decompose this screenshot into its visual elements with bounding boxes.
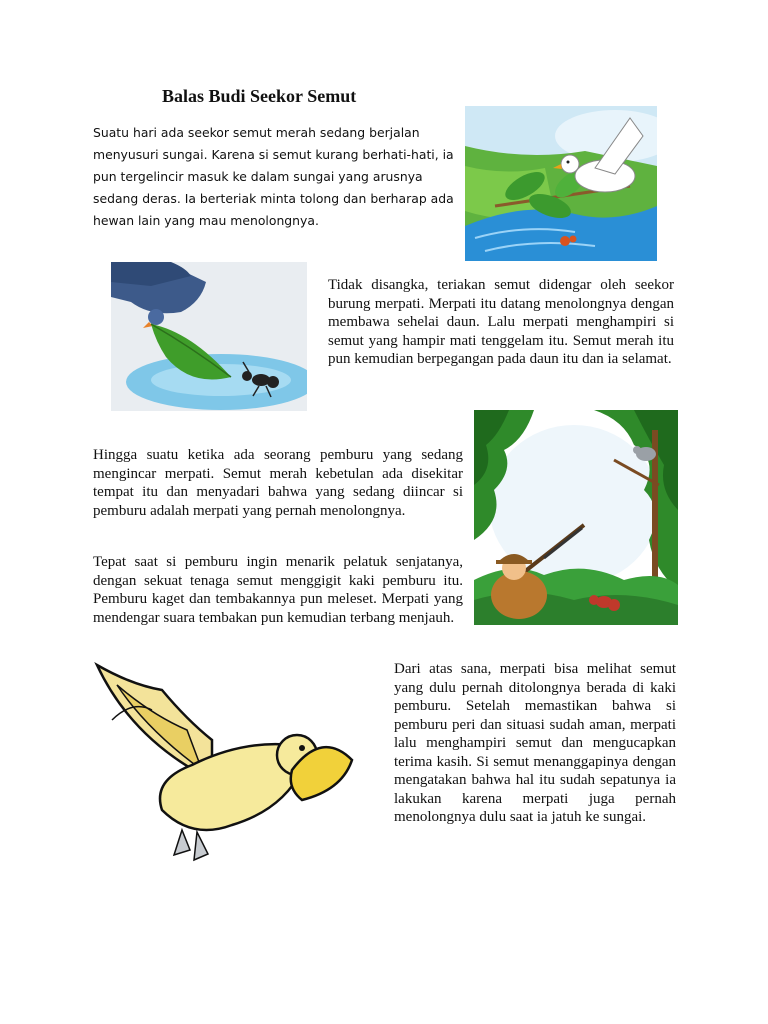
paragraph-3: Hingga suatu ketika ada seorang pemburu yang sedang mengincar merpati. Semut merah kebetulan ada disekitar tempat itu dan menyadari bahwa yang sedang diincar si pemburu adalah merpati yang pernah menolongnya. (93, 447, 463, 519)
hunter-forest-illustration (474, 410, 678, 625)
paragraph-5: Dari atas sana, merpati bisa melihat semut yang dulu pernah ditolongnya berada di kaki pemburu. Setelah memastikan bahwa si pemburu peri dan situasi sudah aman, merpati lalu menghampiri semut dan mengucapkan terima kasih. Si semut menanggapinya dengan mengatakan bahwa hal itu sudah sepatunya ia lakukan karena merpati juga pernah menolongnya dulu saat ia jatuh ke sungai. (394, 661, 676, 825)
dove-leaf-river-illustration (465, 106, 657, 261)
story-title: Balas Budi Seekor Semut (162, 86, 357, 106)
paragraph-2: Tidak disangka, teriakan semut didengar oleh seekor burung merpati. Merpati itu datang menolongnya dengan membawa sehelai daun. Lalu merpati menghampiri si semut yang hampir mati tenggelam itu. Semut merah itu pun kemudian berpegangan pada daun itu dan ia selamat. (328, 277, 674, 367)
bird-leaf-ant-illustration (111, 262, 307, 411)
paragraph-1: Suatu hari ada seekor semut merah sedang berjalan menyusuri sungai. Karena si semut kurang berhati-hati, ia pun tergelincir masuk ke dalam sungai yang arusnya sedang deras. Ia berteriak minta tolong dan berharap ada hewan lain yang mau menolongnya. (93, 125, 454, 228)
paragraph-4: Tepat saat si pemburu ingin menarik pelatuk senjatanya, dengan sekuat tenaga semut menggigit kaki pemburu itu. Pemburu kaget dan tembakannya pun meleset. Merpati yang mendengar suara tembakan pun kemudian terbang menjauh. (93, 554, 463, 626)
yellow-bird-illustration (92, 660, 354, 868)
